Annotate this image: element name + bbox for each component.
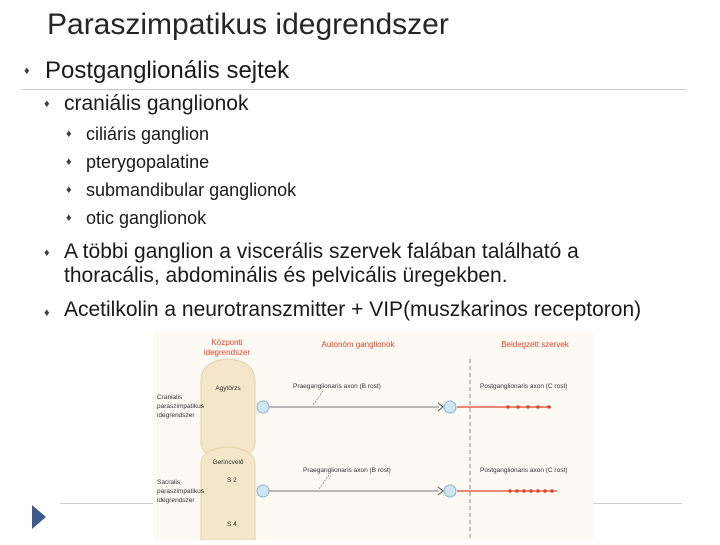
neuron-cell-body-icon <box>257 401 269 413</box>
ganglion-item: pterygopalatine <box>86 152 210 172</box>
header-effector: Beidegzett szervek <box>501 340 569 349</box>
label-leader <box>313 391 323 405</box>
sacral-label: idegrendszer <box>157 497 195 504</box>
cranial-label: paraszimpatikus <box>157 403 204 410</box>
ganglion-neuron-icon <box>444 485 456 497</box>
divider <box>22 89 686 90</box>
post-axon-label: Postganglionaris axon (C rost) <box>480 467 568 474</box>
next-slide-arrow-icon[interactable] <box>32 505 46 529</box>
pre-axon-label: Praeganglionaris axon (B rost) <box>303 467 391 474</box>
ganglion-item: ciliáris ganglion <box>86 124 210 144</box>
sacral-label: paraszimpatikus <box>157 488 204 495</box>
post-axon-label: Postganglionaris axon (C rost) <box>480 383 568 390</box>
level1-heading: Postganglionális sejtek <box>45 57 290 84</box>
level2-cranial: craniális ganglionok <box>64 92 249 115</box>
paragraph-neurotransmitter: Acetilkolin a neurotranszmitter + VIP(muszkarinos receptoron) <box>64 298 642 321</box>
pre-axon-label: Praeganglionaris axon (B rost) <box>293 383 381 390</box>
ganglion-item: otic ganglionok <box>86 208 207 228</box>
slide-title: Paraszimpatikus idegrendszer <box>47 8 449 41</box>
brainstem-shape <box>201 359 255 459</box>
parasympathetic-diagram <box>153 331 593 540</box>
header-autonomic: Autonóm ganglionok <box>321 340 395 349</box>
paragraph-ganglia-location: A többi ganglion a viscerális szervek falában található a thoracális, abdominális és pelvicális üregekben. <box>64 240 579 287</box>
bullet-icon: ♦ <box>66 184 72 196</box>
header-central: idegrendszer <box>203 348 251 357</box>
bullet-icon: ♦ <box>66 156 72 168</box>
segment-s4: S 4 <box>227 521 237 528</box>
bullet-icon: ♦ <box>24 65 30 77</box>
bullet-icon: ♦ <box>44 247 50 259</box>
diagram-svg <box>153 331 593 540</box>
cranial-label: idegrendszer <box>157 412 195 419</box>
ganglion-item: submandibular ganglionok <box>86 180 297 200</box>
bullet-icon: ♦ <box>44 98 50 110</box>
neuron-cell-body-icon <box>257 485 269 497</box>
cranial-label: Cranialis <box>157 394 183 401</box>
sacral-label: Sacralis <box>157 479 181 486</box>
label-leader <box>319 475 329 489</box>
bullet-icon: ♦ <box>66 212 72 224</box>
brainstem-label: Agytörzs <box>215 385 241 392</box>
header-central: Központi <box>211 338 243 347</box>
bullet-icon: ♦ <box>44 307 50 319</box>
spinal-cord-label: Gerincvelő <box>212 459 244 466</box>
ganglion-neuron-icon <box>444 401 456 413</box>
segment-s2: S 2 <box>227 477 237 484</box>
bullet-icon: ♦ <box>66 128 72 140</box>
